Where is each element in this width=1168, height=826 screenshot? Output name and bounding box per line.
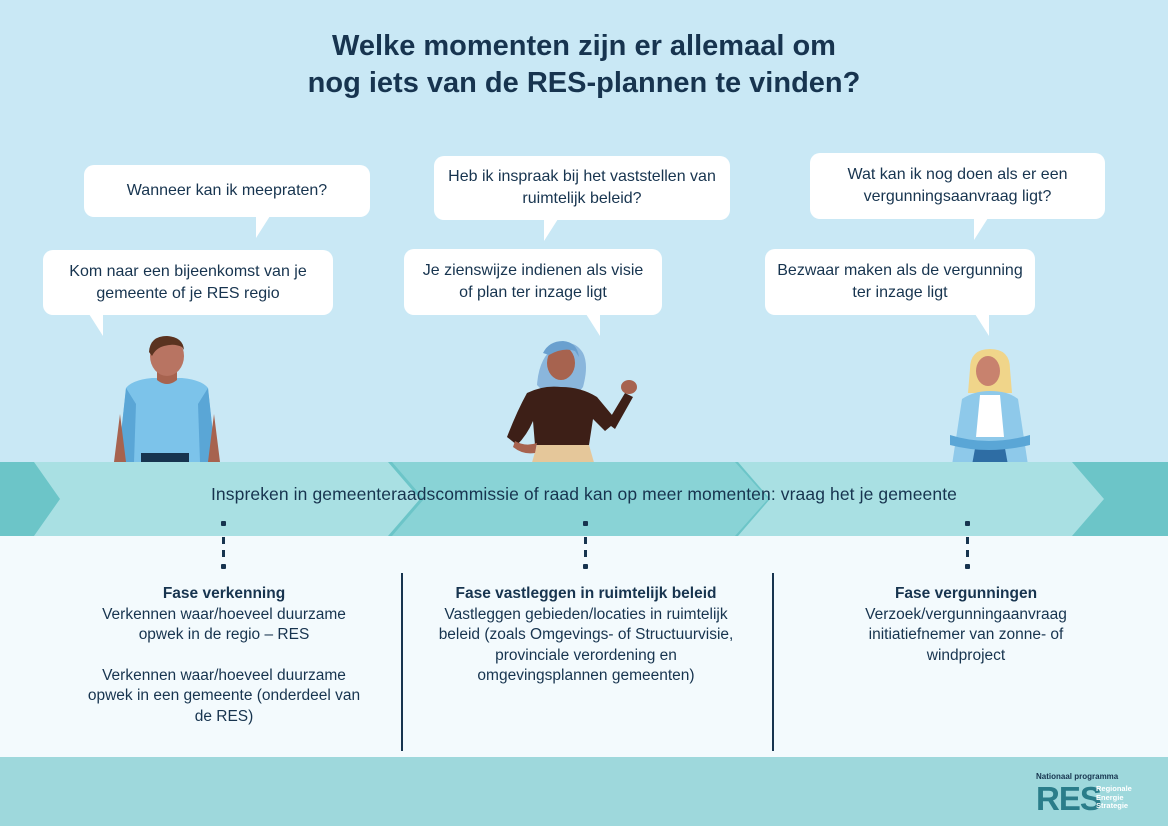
bubble-tail bbox=[975, 314, 989, 336]
bubble-answer-2-text: Je zienswijze indienen als visie of plan ter inzage ligt bbox=[422, 262, 644, 301]
bubble-question-2-text: Heb ik inspraak bij het vaststellen van ruimtelijk beleid? bbox=[448, 168, 716, 207]
timeline-label: Inspreken in gemeenteraadscommissie of raad kan op meer momenten: vraag het je gemeente bbox=[210, 484, 958, 504]
bubble-question-1-text: Wanneer kan ik meepraten? bbox=[126, 182, 328, 199]
divider-2 bbox=[772, 573, 774, 751]
bubble-question-1 bbox=[84, 165, 370, 217]
bubble-tail bbox=[544, 219, 558, 241]
phase-text: Verkennen waar/hoeveel duurzame opwek in een gemeente (onderdeel van de RES) bbox=[87, 666, 361, 725]
logo-res-text: RES bbox=[1036, 780, 1101, 817]
bubble-question-3 bbox=[810, 153, 1105, 219]
phase-text: Vastleggen gebieden/locaties in ruimtelijk beleid (zoals Omgevings- of Structuurvisie, provinciale verordening en omgevingsplannen gemeenten) bbox=[438, 605, 734, 684]
person-woman-blonde-figure bbox=[948, 347, 1032, 466]
bubble-tail bbox=[89, 314, 103, 336]
bubble-tail bbox=[586, 314, 600, 336]
divider-1 bbox=[401, 573, 403, 751]
phase-text: Verkennen waar/hoeveel duurzame opwek in de regio – RES bbox=[102, 605, 346, 643]
bubble-tail bbox=[974, 218, 988, 240]
logo-subtitle bbox=[1096, 785, 1132, 811]
bubble-answer-1 bbox=[43, 250, 333, 315]
logo-sub-2: Energie bbox=[1096, 792, 1124, 802]
phase-text: Verzoek/vergunningaanvraag initiatiefnemer van zonne- of windproject bbox=[865, 605, 1067, 664]
floor-strip bbox=[0, 757, 1168, 826]
phase-verkenning bbox=[74, 584, 374, 727]
bubble-answer-1-text: Kom naar een bijeenkomst van je gemeente of je RES regio bbox=[69, 262, 307, 302]
res-logo bbox=[1036, 772, 1146, 816]
bubble-answer-3 bbox=[765, 249, 1035, 315]
title-line-1: Welke momenten zijn er allemaal om bbox=[332, 30, 836, 62]
phase-vastleggen bbox=[424, 584, 748, 687]
logo-program-text: Nationaal programma bbox=[1036, 772, 1119, 781]
phase-heading: Fase vastleggen in ruimtelijk beleid bbox=[455, 585, 717, 602]
bubble-answer-2 bbox=[404, 249, 662, 315]
bubble-tail bbox=[256, 216, 270, 238]
bubble-answer-3-text: Bezwaar maken als de vergunning ter inzage ligt bbox=[777, 262, 1023, 301]
title-line-2: nog iets van de RES-plannen te vinden? bbox=[307, 67, 861, 99]
person-man-figure bbox=[112, 334, 222, 466]
person-woman-hijab-figure bbox=[497, 335, 647, 466]
logo-sub-3: Strategie bbox=[1096, 801, 1129, 810]
phase-heading: Fase vergunningen bbox=[894, 585, 1038, 602]
bubble-question-3-text: Wat kan ik nog doen als er een vergunningsaanvraag ligt? bbox=[847, 166, 1068, 205]
phase-vergunningen bbox=[826, 584, 1106, 666]
bubble-question-2 bbox=[434, 156, 730, 220]
phase-heading: Fase verkenning bbox=[162, 585, 286, 602]
page-title bbox=[0, 28, 1168, 102]
logo-sub-1: Regionale bbox=[1096, 784, 1132, 793]
